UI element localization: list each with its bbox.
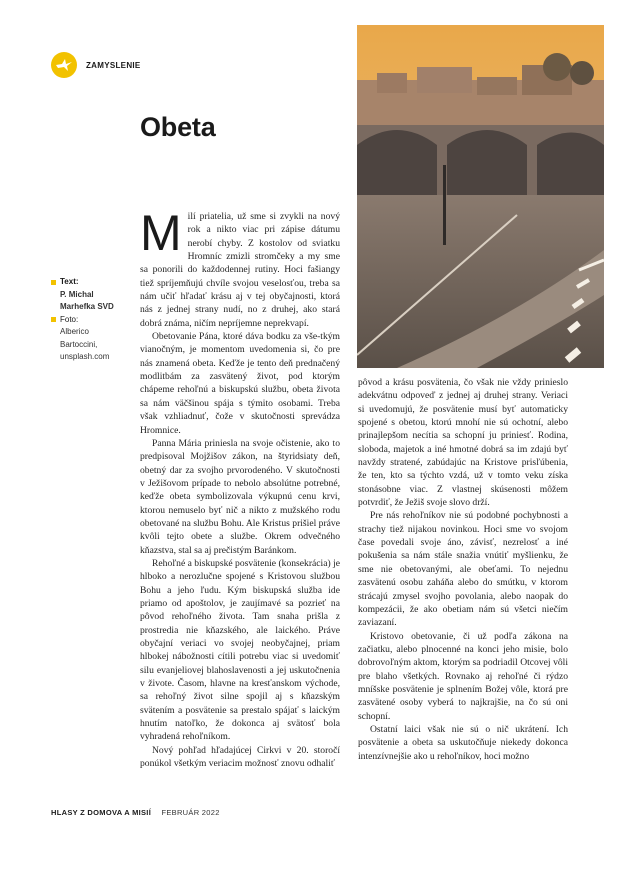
article-paragraph: Panna Mária priniesla na svoje očistenie, ako to predpisoval Mojžišov zákon, na štyridsiaty deň, obetný dar za svojho prvorodeného. V skutočnosti v Ježišovom prípade to nebolo absolútne potrebné, keďže obeta symbolizovala výkupnú cenu krvi, ktorou nemuselo byť nič a nikto z mužského rodu obetované na službu Bohu. Ale Kristus prišiel práve kvôli tejto obete a službe. Okrem odvečného kňazstva, stal sa aj prečistým Baránkom. xyxy=(140,437,340,556)
bird-icon xyxy=(51,52,77,78)
article-paragraph: Nový pohľad hľadajúcej Cirkvi v 20. storočí ponúkol všetkým veriacim možnosť znovu odhaliť xyxy=(140,744,340,770)
issue-date: FEBRUÁR 2022 xyxy=(161,808,220,817)
article-title: Obeta xyxy=(140,112,216,142)
article-column-left xyxy=(140,205,340,770)
article-paragraph: Pre nás rehoľníkov nie sú podobné pochybnosti a strachy tiež nijakou novinkou. Hoci sme vo svojom čase povedali svoje áno, závisť, nezrelosť a iné pokušenia sa nám stále snažia vnútiť myšlienku, že sme nie obetovanými, ale obeťami. To nejednu zasvätenú osobu zaháňa alebo do smútku, v ktorom strácajú zmysel svojho povolania, alebo naopak do kompezácii, že ako obetiam nám sú všetci niečím zaviazaní. xyxy=(358,510,568,629)
article-paragraph: Milí priatelia, už sme si zvykli na nový rok a nikto viac pri zápise dátumu nerobí chyby. Z kostolov od sviatku Hromníc zmizli stromčeky a my sme sa ponorili do každodennej rutiny. Hoci fašiangy tiež spríjemňujú chvíle svojou veselosťou, treba sa nám učiť hľadať krásu aj v tej obyčajnosti, ktorá nás z jednej strany nudí, no z druhej, ako stará dobrá známa, ničím nepríjemne neprekvapí. xyxy=(140,205,340,329)
article-paragraph: Rehoľné a biskupské posvätenie (konsekrácia) je hlboko a nerozlučne spojené s Kristovou službou Bohu a jeho ľudu. Kým biskupská služba ide priamo od apoštolov, je zaujímavé sa pozrieť na pôvod rehoľného života. Tam snaha prišla z prostredia nie kňazského, ale laického. Práve obyčajní veriaci vo svojej neobyčajnej, priam hlbokej nábožnosti cítili potrebu viac si uvedomiť silu evanjeliovej blahoslavenosti a jej uskutočnenia v živote. Časom, hlavne na kresťanskom východe, sa rehoľný život silne spojil aj s kňazským svätením a posvätenie sa prestalo spájať s laickým hnutím natoľko, že dokonca aj svätosť bola vyhradená rehoľníkom. xyxy=(140,557,340,743)
author-name: P. Michal xyxy=(60,289,94,299)
section-label: ZAMYSLENIE xyxy=(86,60,141,70)
photographer-name: Bartoccini, xyxy=(60,339,98,349)
photo-source: unsplash.com xyxy=(60,352,110,361)
article-photo xyxy=(357,25,604,368)
photo-credit-label: Foto: xyxy=(60,314,79,324)
photographer-name: Alberico xyxy=(60,327,89,336)
article-column-right xyxy=(358,376,568,763)
article-paragraph: pôvod a krásu posvätenia, čo však nie vždy prinieslo adekvátnu odpoveď z jednej aj druhej strany. Veriaci si uvedomujú, že posvätenie musí byť automaticky spojené s obetou, ktorú mnohí nie sú ochotní, alebo prinajlepšom necítia sa schopní ju priniesť. Rodina, sloboda, majetok a iné hmotné dobrá sa im zdajú byť navždy stratené, zabúdajúc na Kristove prisľúbenia, že ten, kto sa týchto vzdá, už v tomto veku získa stonásobne viac. Z vlastnej skúsenosti môžem potvrdiť, že Ježiš svoje slovo drží. xyxy=(358,377,568,509)
page-footer xyxy=(51,808,220,817)
bullet-square-icon xyxy=(51,317,56,322)
drop-cap: M xyxy=(140,205,182,261)
article-paragraph: Obetovanie Pána, ktoré dáva bodku za vše-tkým vianočným, je momentom uvedomenia si, čo pre nás znamená obeta. Keďže je tento deň prednačený modlitbám za zasvätený život, pod ktorým chápeme rehoľnú a biskupskú službu, obeta života sa nám väčšinou spája s týmito osobami. Treba však vzhliadnuť, čože v skutočnosti sprevádza Hromnice. xyxy=(140,331,340,436)
text-credit-label: Text: xyxy=(60,277,79,286)
article-paragraph: Kristovo obetovanie, či už podľa zákona na začiatku, alebo plnocenné na konci jeho misie, bolo dobrovoľným aktom, ktorým sa podriadil Otcovej vôli pre blaho všetkých. Rovnako aj rehoľné či rýdzo mníšske posvätenie je splnením Božej vôle, ktorá pre zasvätené osoby vyberá to najkrajšie, na čo sú oni schopní. xyxy=(358,630,568,722)
bullet-square-icon xyxy=(51,280,56,285)
section-header xyxy=(51,52,141,78)
article-paragraph: Ostatní laici však nie sú o nič ukrátení. Ich posvätenie a obeta sa uskutočňuje niekedy dokonca intenzívnejšie ako u rehoľníkov, hoci možno xyxy=(358,723,568,762)
magazine-name: HLASY Z DOMOVA A MISIÍ xyxy=(51,808,152,817)
author-name: Marhefka SVD xyxy=(60,302,114,311)
article-credits xyxy=(51,276,131,364)
